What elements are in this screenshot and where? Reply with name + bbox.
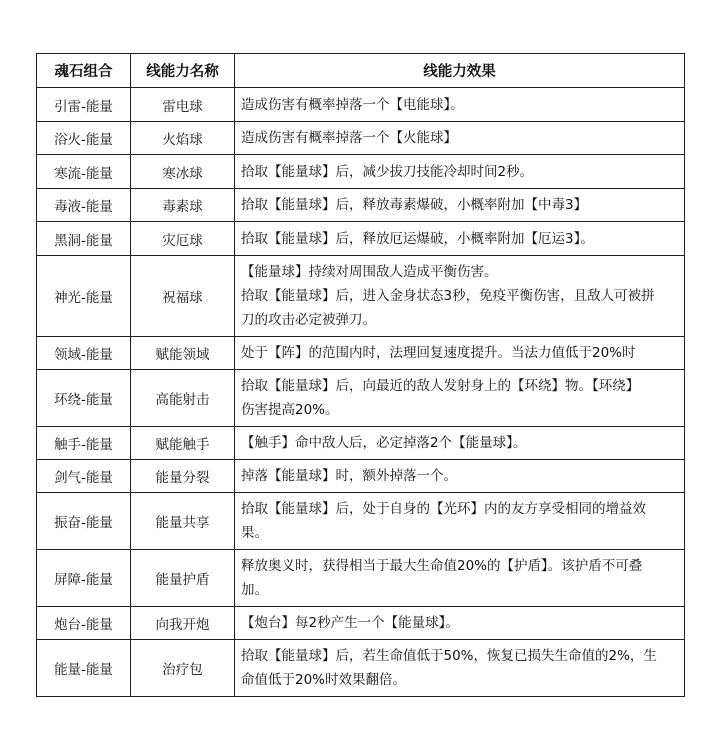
combo-cell: 寒流-能量 [37,155,131,189]
table-row [37,370,685,427]
effect-line: 拾取【能量球】后，向最近的敌人发射身上的【环绕】物。【环绕】 [241,378,640,394]
effect-line: 拾取【能量球】后，处于自身的【光环】内的友方享受相同的增益效 [241,501,646,517]
ability-name-cell: 毒素球 [131,189,235,222]
table-body [37,88,685,697]
table-row [37,640,685,697]
effect-line: 【炮台】每2秒产生一个【能量球】。 [241,615,459,631]
ability-name-cell: 向我开炮 [131,607,235,640]
table-row [37,122,685,155]
combo-cell: 触手-能量 [37,427,131,460]
effect-line: 拾取【能量球】后，进入金身状态3秒，免疫平衡伤害，且敌人可被拼 [241,288,655,304]
table-row [37,189,685,222]
ability-effect-cell [235,640,685,697]
ability-name-cell: 火焰球 [131,122,235,155]
effect-line: 拾取【能量球】后，释放毒素爆破，小概率附加【中毒3】 [241,197,588,213]
effect-line: 刀的攻击必定被弹刀。 [241,312,376,328]
effect-line: 果。 [241,525,268,541]
combo-cell: 引雷-能量 [37,88,131,122]
table-row [37,550,685,607]
ability-effect-cell [235,607,685,640]
header-ability-name: 线能力名称 [131,54,235,88]
ability-name-cell: 能量共享 [131,493,235,550]
ability-effect-cell [235,460,685,493]
table-row [37,427,685,460]
ability-name-cell: 灾厄球 [131,222,235,256]
ability-name-cell: 治疗包 [131,640,235,697]
effect-line: 加。 [241,582,268,598]
ability-effect-cell [235,493,685,550]
header-combo: 魂石组合 [37,54,131,88]
table-row [37,88,685,122]
ability-name-cell: 高能射击 [131,370,235,427]
ability-name-cell: 能量分裂 [131,460,235,493]
effect-line: 掉落【能量球】时，额外掉落一个。 [241,468,457,484]
ability-effect-cell [235,256,685,337]
ability-name-cell: 赋能领域 [131,337,235,370]
ability-effect-cell [235,122,685,155]
ability-name-cell: 祝福球 [131,256,235,337]
ability-name-cell: 寒冰球 [131,155,235,189]
ability-effect-cell [235,88,685,122]
effect-line: 伤害提高20%。 [241,402,339,418]
ability-effect-cell [235,370,685,427]
effect-line: 【能量球】持续对周围敌人造成平衡伤害。 [241,264,498,280]
combo-cell: 屏障-能量 [37,550,131,607]
combo-cell: 能量-能量 [37,640,131,697]
effect-line: 释放奥义时，获得相当于最大生命值20%的【护盾】。该护盾不可叠 [241,558,643,574]
header-row [37,54,685,88]
table-row [37,256,685,337]
ability-effect-cell [235,427,685,460]
ability-effect-cell [235,155,685,189]
table-row [37,493,685,550]
effect-line: 拾取【能量球】后，减少拔刀技能冷却时间2秒。 [241,163,534,180]
combo-cell: 浴火-能量 [37,122,131,155]
combo-cell: 剑气-能量 [37,460,131,493]
ability-effect-cell [235,189,685,222]
combo-cell: 毒液-能量 [37,189,131,222]
effect-line: 拾取【能量球】后，若生命值低于50%，恢复已损失生命值的2%，生 [241,648,657,664]
table-row [37,337,685,370]
effect-line: 造成伤害有概率掉落一个【电能球】。 [241,96,464,113]
soulstone-table [36,53,685,697]
combo-cell: 黑洞-能量 [37,222,131,256]
header-ability-effect: 线能力效果 [235,54,685,88]
combo-cell: 炮台-能量 [37,607,131,640]
table-row [37,222,685,256]
ability-effect-cell [235,550,685,607]
table-row [37,460,685,493]
ability-effect-cell [235,337,685,370]
table-row [37,155,685,189]
combo-cell: 环绕-能量 [37,370,131,427]
effect-line: 拾取【能量球】后，释放厄运爆破，小概率附加【厄运3】。 [241,230,594,247]
effect-line: 命值低于20%时效果翻倍。 [241,672,407,688]
effect-line: 处于【阵】的范围内时，法理回复速度提升。当法力值低于20%时 [241,345,636,361]
ability-name-cell: 赋能触手 [131,427,235,460]
ability-name-cell: 能量护盾 [131,550,235,607]
combo-cell: 神光-能量 [37,256,131,337]
ability-name-cell: 雷电球 [131,88,235,122]
table-row [37,607,685,640]
combo-cell: 领域-能量 [37,337,131,370]
effect-line: 【触手】命中敌人后，必定掉落2个【能量球】。 [241,435,527,451]
combo-cell: 振奋-能量 [37,493,131,550]
ability-effect-cell [235,222,685,256]
effect-line: 造成伤害有概率掉落一个【火能球】 [241,130,457,146]
